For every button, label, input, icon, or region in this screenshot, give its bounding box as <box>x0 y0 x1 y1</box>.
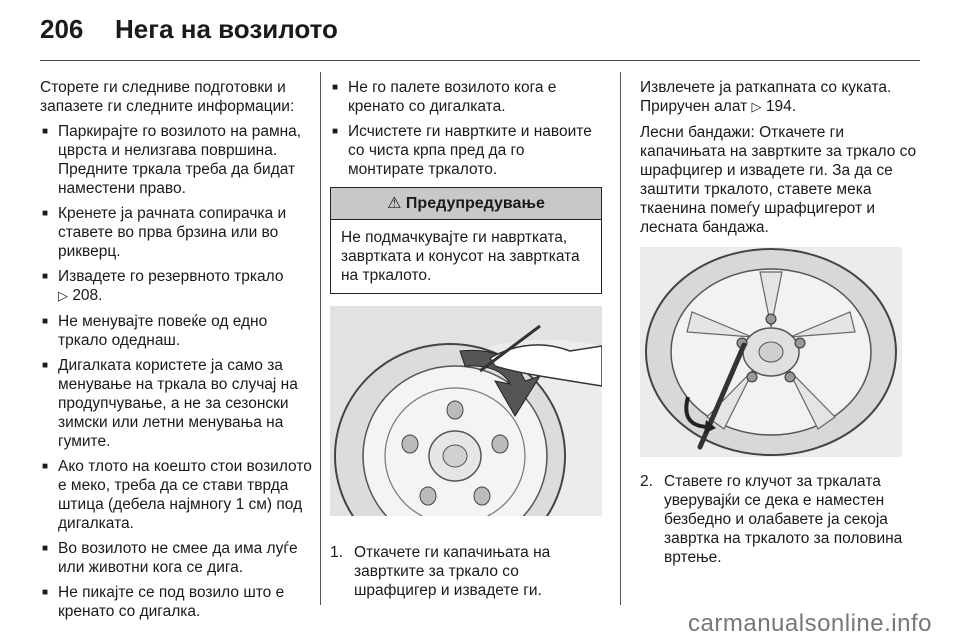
list-item: ■ Не пикајте се под возило што е кренато со дигалка. <box>40 583 312 621</box>
intro-paragraph: Сторете ги следниве подготовки и запазете ги следните информации: <box>40 79 295 115</box>
list-item: ■ Кренете ја рачната сопирачка и ставете во прва брзина или во рикверц. <box>40 204 312 261</box>
column-divider <box>620 72 621 605</box>
list-item: ■ Ако тлото на коешто стои возилото е меко, треба да се стави тврда штица (дебела најмногу 1 см) под дигалката. <box>40 457 312 533</box>
cross-reference-icon: ▷ <box>58 289 68 304</box>
list-item: ■ Исчистете ги навртките и навоите со чиста крпа пред да го монтирате тркалото. <box>330 122 602 179</box>
step-number: 1. <box>330 544 343 561</box>
step-text: Ставете го клучот за тркалата уверувајќи се дека е наместен безбедно и олабавете ја секоја завртка на тркалото за половина вртење. <box>664 473 903 566</box>
list-item: ■ Не менувајте повеќе од едно тркало одеднаш. <box>40 312 312 350</box>
hubcap-paragraph <box>640 78 925 117</box>
cross-reference-icon: ▷ <box>751 100 762 115</box>
step-1 <box>330 543 602 600</box>
list-item-text: Извадете го резервното тркало <box>58 268 284 285</box>
hubcap-removal-illustration <box>330 306 602 516</box>
warning-icon: ⚠ <box>387 195 402 212</box>
column-1 <box>40 78 312 627</box>
list-item: ■ Во возилото не смее да има луѓе или животни кога се дига. <box>40 539 312 577</box>
page-title: Нега на возилото <box>115 14 338 44</box>
paragraph-text: Извлечете ја раткапната со куката. Приручен алат <box>640 79 892 115</box>
list-item: ■ Паркирајте го возилото на рамна, цврста и нелизгава површина. Предните тркала треба да бидат наместени право. <box>40 122 312 198</box>
warning-header <box>331 188 601 220</box>
preparation-list <box>40 122 312 621</box>
list-item: ■ Не го палете возилото кога е кренато со дигалката. <box>330 78 602 116</box>
page-header <box>40 14 920 50</box>
cross-reference-page[interactable]: 194. <box>765 98 797 115</box>
warning-text: Не подмачкувајте ги навртката, завртката и конусот на завртката на тркалото. <box>341 229 580 284</box>
cross-reference-page[interactable]: 208. <box>72 287 103 304</box>
step-2 <box>640 472 925 567</box>
watermark: carmanualsonline.info <box>688 610 932 637</box>
header-rule <box>40 60 920 61</box>
warning-box <box>330 187 602 294</box>
column-3 <box>640 78 925 567</box>
column-divider <box>320 72 321 605</box>
column-2 <box>330 78 602 600</box>
warning-title: Предупредување <box>405 195 545 212</box>
list-item: ■ Дигалката користете ја само за менување на тркала во случај на продупчување, а не за сезонски зимски или летни менувања на гумите. <box>40 356 312 451</box>
safety-list <box>330 78 602 179</box>
step-text: Откачете ги капачињата на завртките за тркало со шрафцигер и извадете ги. <box>354 544 551 599</box>
step-number: 2. <box>640 473 653 490</box>
alloy-wheel-paragraph: Лесни бандажи: Откачете ги капачињата на завртките за тркало со шрафцигер и извадете ги. За да се заштити тркалото, ставете мека ткаенина помеѓу шрафцигерот и лесната бандажа. <box>640 124 917 236</box>
wheel-wrench-illustration <box>640 247 902 457</box>
list-item <box>40 267 312 306</box>
page-number: 206 <box>40 14 84 44</box>
